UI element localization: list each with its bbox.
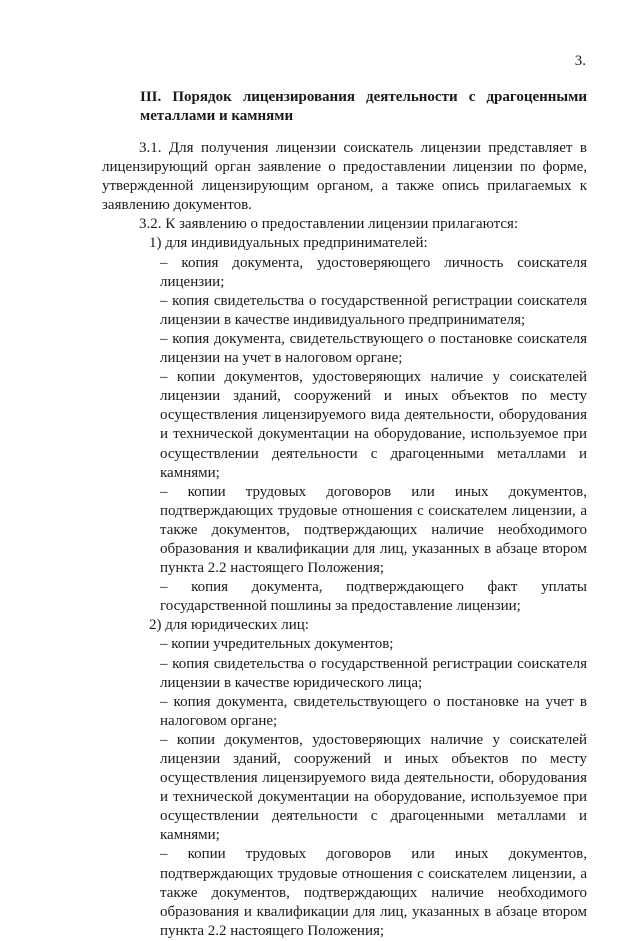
page-number: 3. (574, 53, 586, 69)
list-item: – копии трудовых договоров или иных документов, подтверждающих трудовые отношения с соискателем лицензии, а также документов, подтверждающих наличие необходимого образования и квалификации для лиц, указанных в абзаце втором пункта 2.2 настоящего Положения; (160, 846, 587, 939)
list-item: – копия документа, свидетельствующего о постановке на учет в налоговом органе; (160, 693, 587, 729)
list-item: – копии учредительных документов; (160, 636, 394, 653)
list-label-legal-entities: 2) для юридических лиц: (149, 617, 309, 634)
list-item: – копии документов, удостоверяющих наличие у соискателей лицензии зданий, сооружений и иных объектов по месту осуществления лицензируемого вида деятельности, оборудования и технической документации на оборудование, используемое при осуществлении деятельности с драгоценными металлами и камнями; (160, 369, 587, 481)
list-item: – копия свидетельства о государственной регистрации соискателя лицензии в качестве индивидуального предпринимателя; (160, 292, 587, 328)
list-item: – копии трудовых договоров или иных документов, подтверждающих трудовые отношения с соискателем лицензии, а также документов, подтверждающих наличие необходимого образования и квалификации для лиц, указанных в абзаце втором пункта 2.2 настоящего Положения; (160, 483, 587, 577)
paragraph-3-1: 3.1. Для получения лицензии соискатель лицензии представляет в лицензирующий орган заявление о предоставлении лицензии по форме, утвержденной лицензирующим органом, а также опись прилагаемых к заявлению документов. (102, 140, 587, 214)
section-heading: III. Порядок лицензирования деятельности с драгоценными металлами и камнями (140, 89, 587, 124)
list-item: – копии документов, удостоверяющих наличие у соискателей лицензии зданий, сооружений и иных объектов по месту осуществления лицензируемого вида деятельности, оборудования и технической документации на оборудование, используемое при осуществлении деятельности с драгоценными металлами и камнями; (160, 731, 587, 844)
paragraph-3-2: 3.2. К заявлению о предоставлении лицензии прилагаются: (139, 216, 519, 233)
list-item: – копия свидетельства о государственной регистрации соискателя лицензии в качестве юридического лица; (160, 655, 587, 691)
document-body (102, 139, 587, 941)
list-item: – копия документа, свидетельствующего о постановке соискателя лицензии на учет в налоговом органе; (160, 330, 587, 367)
list-item: – копия документа, удостоверяющего личность соискателя лицензии; (160, 254, 587, 290)
list-item: – копия документа, подтверждающего факт уплаты государственной пошлины за предоставление лицензии; (160, 579, 587, 615)
list-label-individuals: 1) для индивидуальных предпринимателей: (149, 235, 428, 252)
